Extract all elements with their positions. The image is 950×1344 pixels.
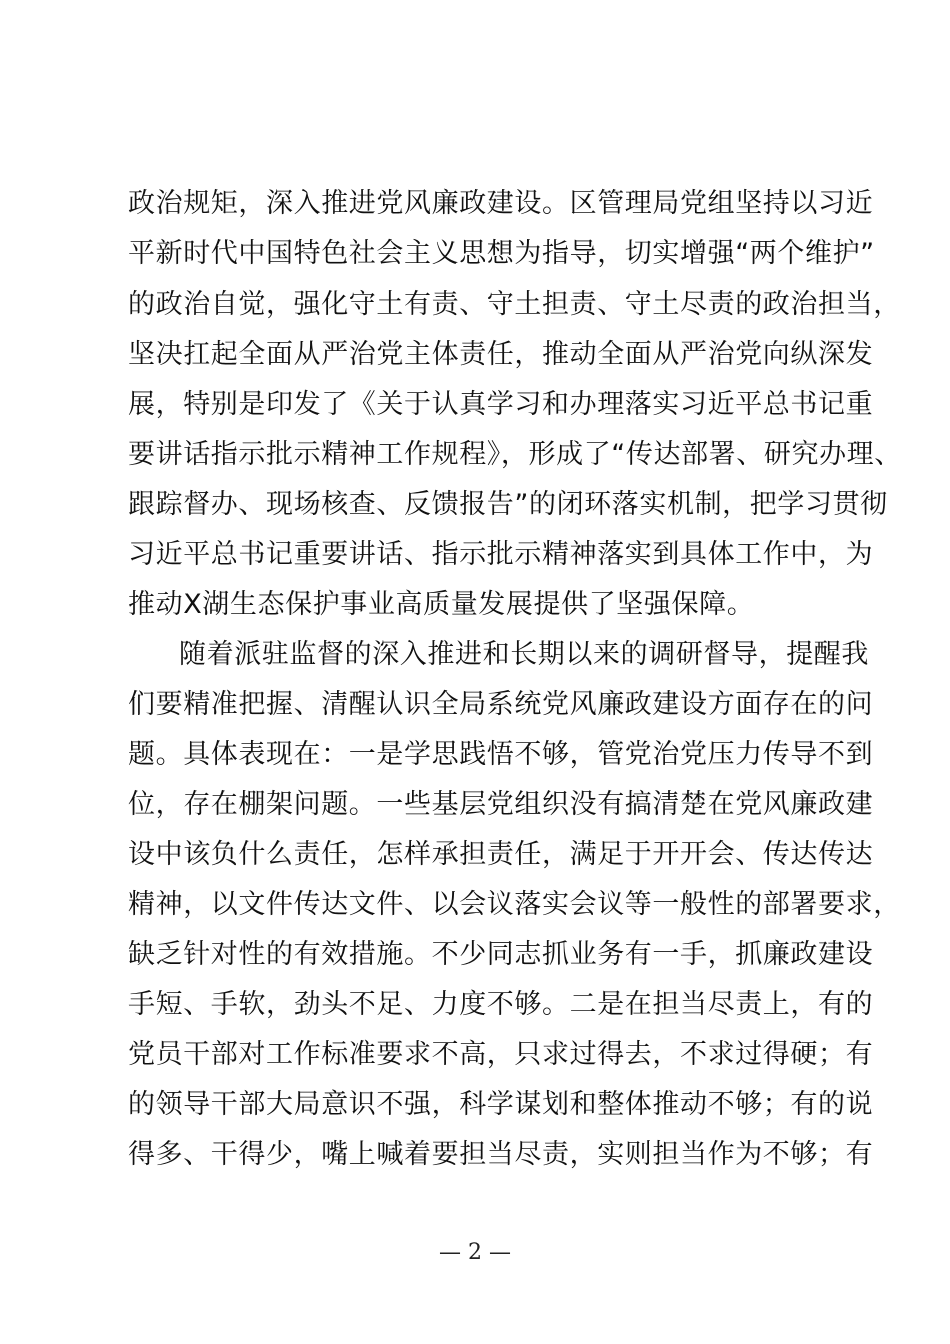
text-line: 推动X湖生态保护事业高质量发展提供了坚强保障。 (128, 589, 755, 620)
text-line: 设中该负什么责任，怎样承担责任，满足于开开会、传达传达 (128, 839, 874, 870)
paragraph-start-line: 随着派驻监督的深入推进和长期以来的调研督导，提醒我 (179, 639, 869, 670)
page-number: — 2 — (439, 1240, 511, 1265)
text-line: 坚决扛起全面从严治党主体责任，推动全面从严治党向纵深发 (128, 339, 874, 370)
text-line: 精神，以文件传达文件、以会议落实会议等一般性的部署要求， (128, 889, 901, 920)
text-line: 的领导干部大局意识不强，科学谋划和整体推动不够；有的说 (128, 1089, 874, 1120)
text-line: 们要精准把握、清醒认识全局系统党风廉政建设方面存在的问 (128, 689, 874, 720)
text-line: 题。具体表现在：一是学思践悟不够，管党治党压力传导不到 (128, 739, 874, 770)
text-line: 缺乏针对性的有效措施。不少同志抓业务有一手，抓廉政建设 (128, 939, 874, 970)
text-line: 位，存在棚架问题。一些基层党组织没有搞清楚在党风廉政建 (128, 789, 874, 820)
text-line: 的政治自觉，强化守土有责、守土担责、守土尽责的政治担当， (128, 289, 901, 320)
text-line: 习近平总书记重要讲话、指示批示精神落实到具体工作中，为 (128, 539, 874, 570)
text-line: 党员干部对工作标准要求不高，只求过得去，不求过得硬；有 (128, 1039, 874, 1070)
text-line: 展，特别是印发了《关于认真学习和办理落实习近平总书记重 (128, 389, 874, 420)
text-line: 得多、干得少，嘴上喊着要担当尽责，实则担当作为不够；有 (128, 1139, 874, 1170)
text-line: 政治规矩，深入推进党风廉政建设。区管理局党组坚持以习近 (128, 188, 874, 219)
text-line: 平新时代中国特色社会主义思想为指导，切实增强“两个维护” (128, 238, 875, 269)
text-line: 要讲话指示批示精神工作规程》，形成了“传达部署、研究办理、 (128, 439, 902, 470)
text-line: 跟踪督办、现场核查、反馈报告”的闭环落实机制，把学习贯彻 (128, 489, 888, 520)
text-line: 手短、手软，劲头不足、力度不够。二是在担当尽责上，有的 (128, 989, 874, 1020)
